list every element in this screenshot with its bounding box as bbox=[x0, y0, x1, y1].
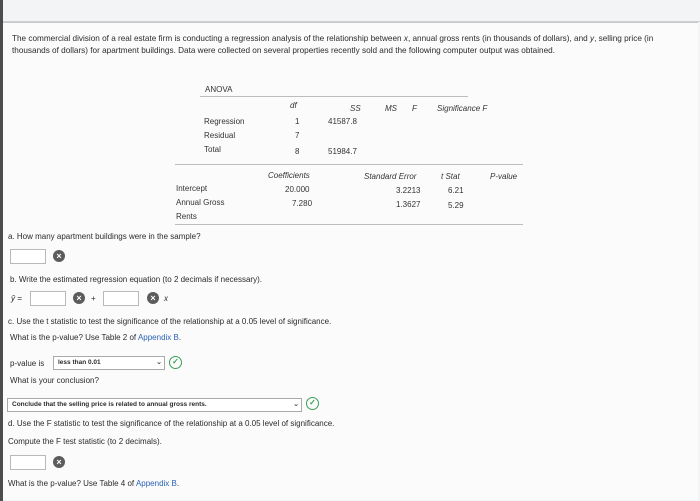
part-d-pvalue-question: What is the p-value? Use Table 4 of Appendix B. bbox=[8, 479, 180, 488]
plus-sign: + bbox=[91, 294, 96, 303]
correct-icon: ✓ bbox=[306, 397, 319, 410]
coef-header-coef: Coefficients bbox=[268, 171, 310, 180]
intercept-input[interactable] bbox=[30, 291, 66, 306]
pvalue-question-text: What is the p-value? Use Table 4 of bbox=[8, 479, 136, 488]
coef-row-value: 20.000 bbox=[285, 185, 310, 194]
intro-text-mid: , annual gross rents (in thousands of dollars), and bbox=[407, 34, 590, 43]
conclusion-question: What is your conclusion? bbox=[10, 376, 99, 385]
anova-header-sig: Significance F bbox=[437, 104, 488, 113]
chevron-down-icon: ⌄ bbox=[156, 359, 162, 366]
yhat-label: ŷ = bbox=[11, 294, 22, 303]
anova-row-df: 7 bbox=[295, 131, 300, 140]
part-b-question: b. Write the estimated regression equation (to 2 decimals if necessary). bbox=[10, 275, 262, 284]
intro-text-post: , selling price (in thousands of dollars) for apartment buildings. Data were collected on several properties recently sold and the following computer output was obtained. bbox=[12, 34, 654, 55]
coef-header-t: t Stat bbox=[441, 172, 460, 181]
anova-row-df: 1 bbox=[295, 117, 300, 126]
anova-row-ss: 41587.8 bbox=[328, 117, 357, 126]
intro-text: The commercial division of a real estate firm is conducting a regression analysis of the relationship between bbox=[12, 34, 404, 43]
coef-row-label: Annual Gross bbox=[176, 198, 225, 207]
x-variable-label: x bbox=[164, 294, 168, 303]
incorrect-icon: × bbox=[53, 456, 65, 468]
anova-row-df: 8 bbox=[295, 147, 300, 156]
var-x: x bbox=[403, 34, 408, 43]
anova-row-ss: 51984.7 bbox=[328, 147, 357, 156]
part-a-question: a. How many apartment buildings were in the sample? bbox=[8, 232, 201, 241]
part-d-question: d. Use the F statistic to test the significance of the relationship at a 0.05 level of significance. bbox=[8, 419, 335, 428]
anova-row-label: Regression bbox=[204, 117, 245, 126]
conclusion-select[interactable] bbox=[7, 398, 302, 412]
correct-icon: ✓ bbox=[169, 356, 182, 369]
conclusion-selected: Conclude that the selling price is related to annual gross rents. bbox=[12, 401, 207, 408]
anova-row-label: Residual bbox=[204, 131, 236, 140]
coef-row-value: 7.280 bbox=[292, 199, 313, 208]
question-panel bbox=[2, 22, 698, 500]
appendix-link[interactable]: Appendix B bbox=[137, 333, 179, 342]
anova-header-ms: MS bbox=[385, 104, 397, 113]
sample-size-input[interactable] bbox=[10, 249, 46, 264]
coef-row-se: 3.2213 bbox=[396, 186, 421, 195]
var-y: y bbox=[590, 34, 595, 43]
appendix-link[interactable]: Appendix B bbox=[135, 479, 177, 488]
part-c-question: c. Use the t statistic to test the significance of the relationship at a 0.05 level of significance. bbox=[8, 317, 332, 326]
anova-header-df: df bbox=[290, 101, 297, 110]
pvalue-select[interactable] bbox=[53, 356, 165, 370]
anova-header-ss: SS bbox=[350, 104, 361, 113]
incorrect-icon: × bbox=[73, 292, 85, 304]
coef-header-se: Standard Error bbox=[364, 172, 417, 181]
coef-row-t: 5.29 bbox=[448, 201, 464, 210]
coef-row-se: 1.3627 bbox=[396, 200, 421, 209]
chevron-down-icon: ⌄ bbox=[293, 401, 299, 408]
coef-row-t: 6.21 bbox=[448, 186, 464, 195]
f-statistic-input[interactable] bbox=[10, 455, 46, 470]
anova-rule-top bbox=[200, 96, 468, 97]
anova-row-label: Total bbox=[204, 145, 221, 154]
incorrect-icon: × bbox=[53, 250, 65, 262]
pvalue-selected: less than 0.01 bbox=[58, 359, 101, 366]
coef-rule-bottom bbox=[175, 224, 523, 225]
problem-statement bbox=[12, 33, 692, 56]
left-edge-bar bbox=[0, 0, 3, 501]
pvalue-question-text: What is the p-value? Use Table 2 of bbox=[10, 333, 138, 342]
coef-row-label: Rents bbox=[176, 212, 197, 221]
pvalue-label: p-value is bbox=[10, 359, 45, 368]
anova-header-f: F bbox=[412, 104, 417, 113]
coef-rule-top bbox=[175, 164, 523, 165]
anova-title: ANOVA bbox=[205, 85, 233, 94]
coef-row-label: Intercept bbox=[176, 184, 208, 193]
part-c-pvalue-question: What is the p-value? Use Table 2 of Appendix B. bbox=[10, 333, 182, 342]
slope-input[interactable] bbox=[103, 291, 139, 306]
coef-header-p: P-value bbox=[490, 172, 518, 181]
incorrect-icon: × bbox=[147, 292, 159, 304]
compute-f-text: Compute the F test statistic (to 2 decimals). bbox=[8, 437, 162, 446]
